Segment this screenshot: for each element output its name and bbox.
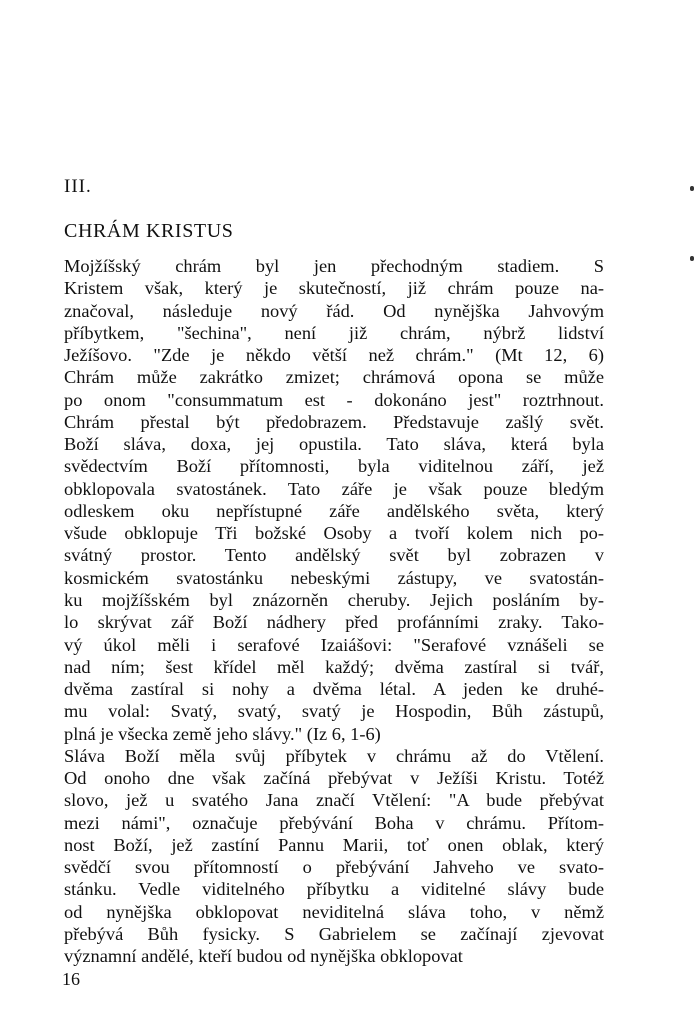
text-line: Ježíšovo. "Zde je někdo větší než chrám." (Mt 12, 6) bbox=[64, 345, 604, 366]
chapter-number: III. bbox=[64, 176, 92, 197]
text-line: značoval, následuje nový řád. Od nynějška Jahvovým bbox=[64, 300, 604, 321]
text-line: plná je všecka země jeho slávy." (Iz 6, 1-6) bbox=[64, 723, 381, 744]
scan-edge-mark bbox=[690, 186, 694, 191]
scan-edge-mark bbox=[690, 256, 694, 261]
text-line: obklopovala svatostánek. Tato záře je však pouze bledým bbox=[64, 478, 604, 499]
text-line: Sláva Boží měla svůj příbytek v chrámu až do Vtělení. bbox=[64, 745, 604, 766]
text-line: po onom "consummatum est - dokonáno jest" roztrhnout. bbox=[64, 389, 604, 410]
text-line: všude obklopuje Tři božské Osoby a tvoří kolem nich po- bbox=[64, 523, 604, 544]
text-line: Boží sláva, doxa, jej opustila. Tato sláva, která byla bbox=[64, 434, 604, 455]
paragraph bbox=[64, 745, 604, 968]
text-line: od nynějška obklopovat neviditelná sláva toho, v němž bbox=[64, 901, 604, 922]
text-line: významní andělé, kteří budou od nynějška obklopovat bbox=[64, 946, 463, 967]
paragraph bbox=[64, 255, 604, 745]
text-line: dvěma zastíral si nohy a dvěma létal. A jeden ke druhé- bbox=[64, 679, 604, 700]
text-line: Chrám může zakrátko zmizet; chrámová opona se může bbox=[64, 367, 604, 388]
text-line: svědectvím Boží přítomnosti, byla viditelnou září, jež bbox=[64, 456, 604, 477]
text-line: svátný prostor. Tento andělský svět byl zobrazen v bbox=[64, 545, 604, 566]
text-line: lo skrývat zář Boží nádhery před profánními zraky. Tako- bbox=[64, 612, 604, 633]
text-line: přebývá Bůh fysicky. S Gabrielem se začínají zjevovat bbox=[64, 923, 604, 944]
text-line: Kristem však, který je skutečností, již chrám pouze na- bbox=[64, 278, 604, 299]
text-line: nad ním; šest křídel měl každý; dvěma zastíral si tvář, bbox=[64, 656, 604, 677]
text-line: nost Boží, jež zastíní Pannu Marii, toť onen oblak, který bbox=[64, 834, 604, 855]
text-line: Chrám přestal být předobrazem. Představuje zašlý svět. bbox=[64, 411, 604, 432]
text-line: příbytkem, "šechina", není již chrám, nýbrž lidství bbox=[64, 322, 604, 343]
chapter-title: CHRÁM KRISTUS bbox=[64, 220, 234, 242]
text-line: ku mojžíšském byl znázorněn cheruby. Jejich posláním by- bbox=[64, 589, 604, 610]
text-line: svědčí svou přítomností o přebývání Jahveho ve svato- bbox=[64, 857, 604, 878]
page-number: 16 bbox=[62, 969, 80, 989]
text-line: stánku. Vedle viditelného příbytku a viditelné slávy bude bbox=[64, 879, 604, 900]
text-line: Mojžíšský chrám byl jen přechodným stadiem. S bbox=[64, 256, 604, 276]
body-text bbox=[64, 255, 604, 968]
text-line: kosmickém svatostánku nebeskými zástupy, ve svatostán- bbox=[64, 567, 604, 588]
text-line: slovo, jež u svatého Jana značí Vtělení: "A bude přebývat bbox=[64, 790, 604, 811]
text-line: mezi námi", označuje přebývání Boha v chrámu. Přítom- bbox=[64, 812, 604, 833]
text-line: Od onoho dne však začíná přebývat v Ježíši Kristu. Totéž bbox=[64, 768, 604, 789]
text-line: odleskem oku nepřístupné záře andělského světa, který bbox=[64, 500, 604, 521]
text-line: vý úkol měli i serafové Izaiášovi: "Serafové vznášeli se bbox=[64, 634, 604, 655]
text-line: mu volal: Svatý, svatý, svatý je Hospodin, Bůh zástupů, bbox=[64, 701, 604, 722]
